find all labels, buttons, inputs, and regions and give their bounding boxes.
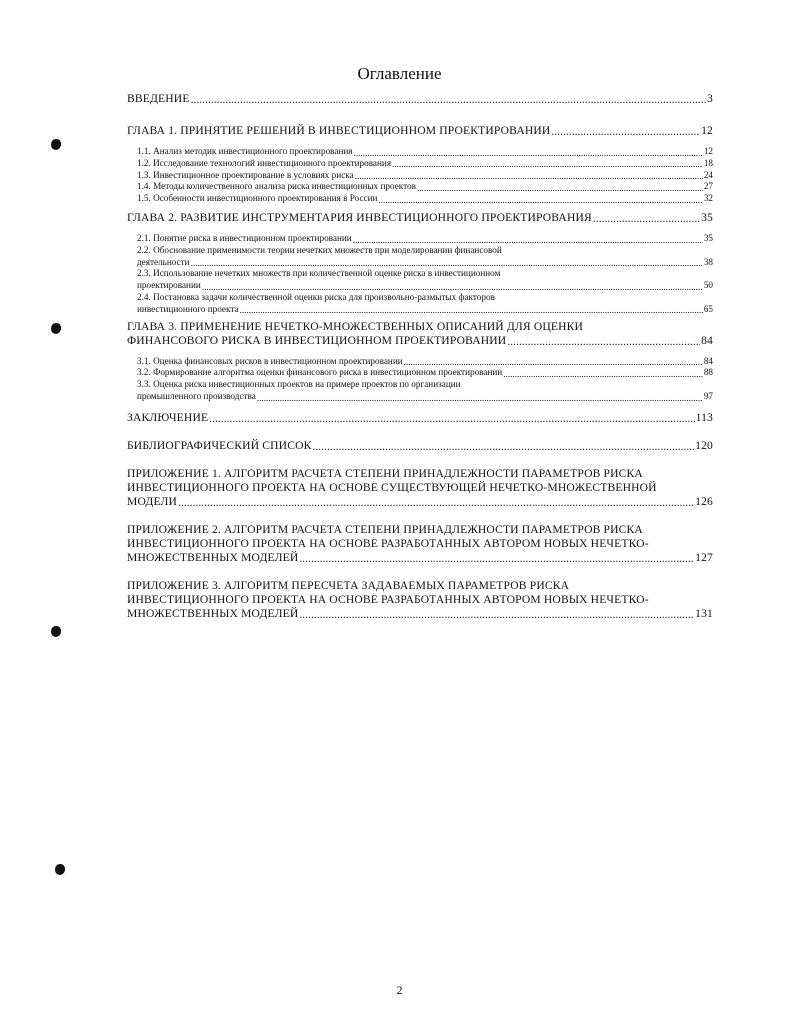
toc-page-number: 113 [695,410,713,424]
toc-page-number: 88 [703,367,713,378]
toc-page-number: 27 [703,181,713,192]
page-title: Оглавление [357,64,442,83]
toc-chapter-entry[interactable] [127,411,713,425]
toc-entry-text: 3.3. Оценка риска инвестиционных проектов на примере проектов по организации [137,379,461,390]
dot-leader [507,336,700,348]
toc-page-number: 126 [695,494,713,508]
toc-entry-text: ЗАКЛЮЧЕНИЕ [127,410,209,424]
toc-section-entry[interactable] [137,158,713,170]
dot-leader [202,283,703,292]
dot-leader [191,94,706,106]
toc-entry-text: 1.3. Инвестиционное проектирование в условиях риска [137,169,354,180]
toc-chapter-entry[interactable] [127,124,713,138]
toc-page-number: 24 [703,169,713,180]
toc-entry-text: 2.3. Использование нечетких множеств при количественной оценке риска в инвестиционном [137,268,501,279]
toc-section-entry[interactable] [137,146,713,158]
toc-entry-text: ПРИЛОЖЕНИЕ 3. АЛГОРИТМ ПЕРЕСЧЕТА ЗАДАВАЕМЫХ ПАРАМЕТРОВ РИСКА [127,578,570,592]
toc-page-number: 84 [701,333,713,347]
dot-leader [417,184,703,193]
dot-leader [257,394,703,403]
toc-page-number: 84 [703,355,713,366]
toc-page-number: 32 [703,193,713,204]
page-number: 2 [396,983,403,997]
punch-hole-mark [55,864,65,875]
toc-entry-text: МНОЖЕСТВЕННЫХ МОДЕЛЕЙ [127,550,299,564]
toc-entry-text: ФИНАНСОВОГО РИСКА В ИНВЕСТИЦИОННОМ ПРОЕКТИРОВАНИИ [127,333,507,347]
dot-leader [551,126,700,138]
punch-hole-mark [51,626,61,637]
toc-entry-text: 3.1. Оценка финансовых рисков в инвестиционном проектировании [137,355,403,366]
toc-page-number: 3 [707,92,713,105]
toc-entry-text: ГЛАВА 3. ПРИМЕНЕНИЕ НЕЧЕТКО-МНОЖЕСТВЕННЫХ ОПИСАНИЙ ДЛЯ ОЦЕНКИ [127,319,584,333]
toc-entry-text: ПРИЛОЖЕНИЕ 2. АЛГОРИТМ РАСЧЕТА СТЕПЕНИ ПРИНАДЛЕЖНОСТИ ПАРАМЕТРОВ РИСКА [127,522,643,536]
toc-chapter-entry[interactable] [127,579,713,621]
toc-entry-text: ИНВЕСТИЦИОННОГО ПРОЕКТА НА ОСНОВЕ СУЩЕСТВУЮЩЕЙ НЕЧЕТКО-МНОЖЕСТВЕННОЙ [127,480,657,494]
dot-leader [299,553,694,565]
toc-chapter-entry[interactable] [127,523,713,565]
table-of-contents [127,92,713,621]
toc-page-number: 127 [695,550,713,564]
dot-leader [404,358,703,367]
punch-hole-mark [51,323,61,334]
toc-section-entry[interactable] [137,356,713,368]
toc-entry-text: промышленного производства [137,390,256,401]
toc-page-number: 97 [703,390,713,401]
dot-leader [240,306,703,315]
toc-entry-text: 2.1. Понятие риска в инвестиционном проектировании [137,232,352,243]
toc-chapter-entry[interactable] [127,320,713,348]
toc-chapter-entry[interactable] [127,211,713,225]
toc-entry-text: 1.4. Методы количественного анализа риска инвестиционных проектов [137,181,416,192]
dot-leader [313,441,695,453]
toc-section-entry[interactable] [137,292,713,316]
toc-section-entry[interactable] [137,268,713,292]
toc-entry-text: ГЛАВА 2. РАЗВИТИЕ ИНСТРУМЕНТАРИЯ ИНВЕСТИЦИОННОГО ПРОЕКТИРОВАНИЯ [127,210,592,224]
dot-leader [503,370,703,379]
toc-section-entry[interactable] [137,245,713,269]
toc-page-number: 131 [695,606,713,620]
toc-entry-text: 2.4. Постановка задачи количественной оценки риска для произвольно-размытых факторов [137,291,495,302]
toc-section-entry[interactable] [137,181,713,193]
toc-section-entry[interactable] [137,193,713,205]
dot-leader [355,172,703,181]
toc-entry-text: 1.5. Особенности инвестиционного проектирования в России [137,193,378,204]
dot-leader [209,413,694,425]
toc-entry-text: МОДЕЛИ [127,494,178,508]
toc-section-entry[interactable] [137,233,713,245]
toc-entry-text: ГЛАВА 1. ПРИНЯТИЕ РЕШЕНИЙ В ИНВЕСТИЦИОННОМ ПРОЕКТИРОВАНИИ [127,124,551,137]
dot-leader [593,213,700,225]
toc-chapter-entry[interactable] [127,92,713,106]
toc-entry-text: ПРИЛОЖЕНИЕ 1. АЛГОРИТМ РАСЧЕТА СТЕПЕНИ ПРИНАДЛЕЖНОСТИ ПАРАМЕТРОВ РИСКА [127,466,643,480]
toc-page-number: 38 [703,256,713,267]
toc-entry-text: МНОЖЕСТВЕННЫХ МОДЕЛЕЙ [127,606,299,620]
toc-entry-text: инвестиционного проекта [137,303,239,314]
dot-leader [392,160,703,169]
toc-page-number: 12 [703,146,713,156]
dot-leader [178,497,694,509]
toc-page-number: 120 [695,438,713,452]
toc-entry-text: ИНВЕСТИЦИОННОГО ПРОЕКТА НА ОСНОВЕ РАЗРАБОТАННЫХ АВТОРОМ НОВЫХ НЕЧЕТКО- [127,536,649,550]
toc-chapter-entry[interactable] [127,439,713,453]
toc-page-number: 65 [703,303,713,314]
toc-entry-text: ИНВЕСТИЦИОННОГО ПРОЕКТА НА ОСНОВЕ РАЗРАБОТАННЫХ АВТОРОМ НОВЫХ НЕЧЕТКО- [127,592,649,606]
toc-section-entry[interactable] [137,170,713,182]
toc-page-number: 12 [701,124,713,137]
toc-entry-text: ВВЕДЕНИЕ [127,92,190,105]
toc-entry-text: БИБЛИОГРАФИЧЕСКИЙ СПИСОК [127,438,312,452]
toc-page-number: 18 [703,157,713,168]
dot-leader [299,609,694,621]
dot-leader [353,236,703,245]
toc-section-entry[interactable] [137,379,713,403]
toc-chapter-entry[interactable] [127,467,713,509]
dot-leader [191,259,703,268]
dot-leader [354,149,703,158]
toc-entry-text: 3.2. Формирование алгоритма оценки финансового риска в инвестиционном проектировании [137,367,503,378]
punch-hole-mark [51,139,61,150]
dot-leader [378,196,702,205]
toc-section-entry[interactable] [137,367,713,379]
toc-page-number: 50 [703,280,713,291]
toc-entry-text: 2.2. Обоснование применимости теории нечетких множеств при моделировании финансовой [137,244,502,255]
toc-entry-text: проектировании [137,280,201,291]
toc-page-number: 35 [703,232,713,243]
toc-entry-text: 1.2. Исследование технологий инвестиционного проектирования [137,157,392,168]
toc-entry-text: 1.1. Анализ методик инвестиционного проектирования [137,146,353,156]
toc-page-number: 35 [701,210,713,224]
toc-entry-text: деятельности [137,256,190,267]
